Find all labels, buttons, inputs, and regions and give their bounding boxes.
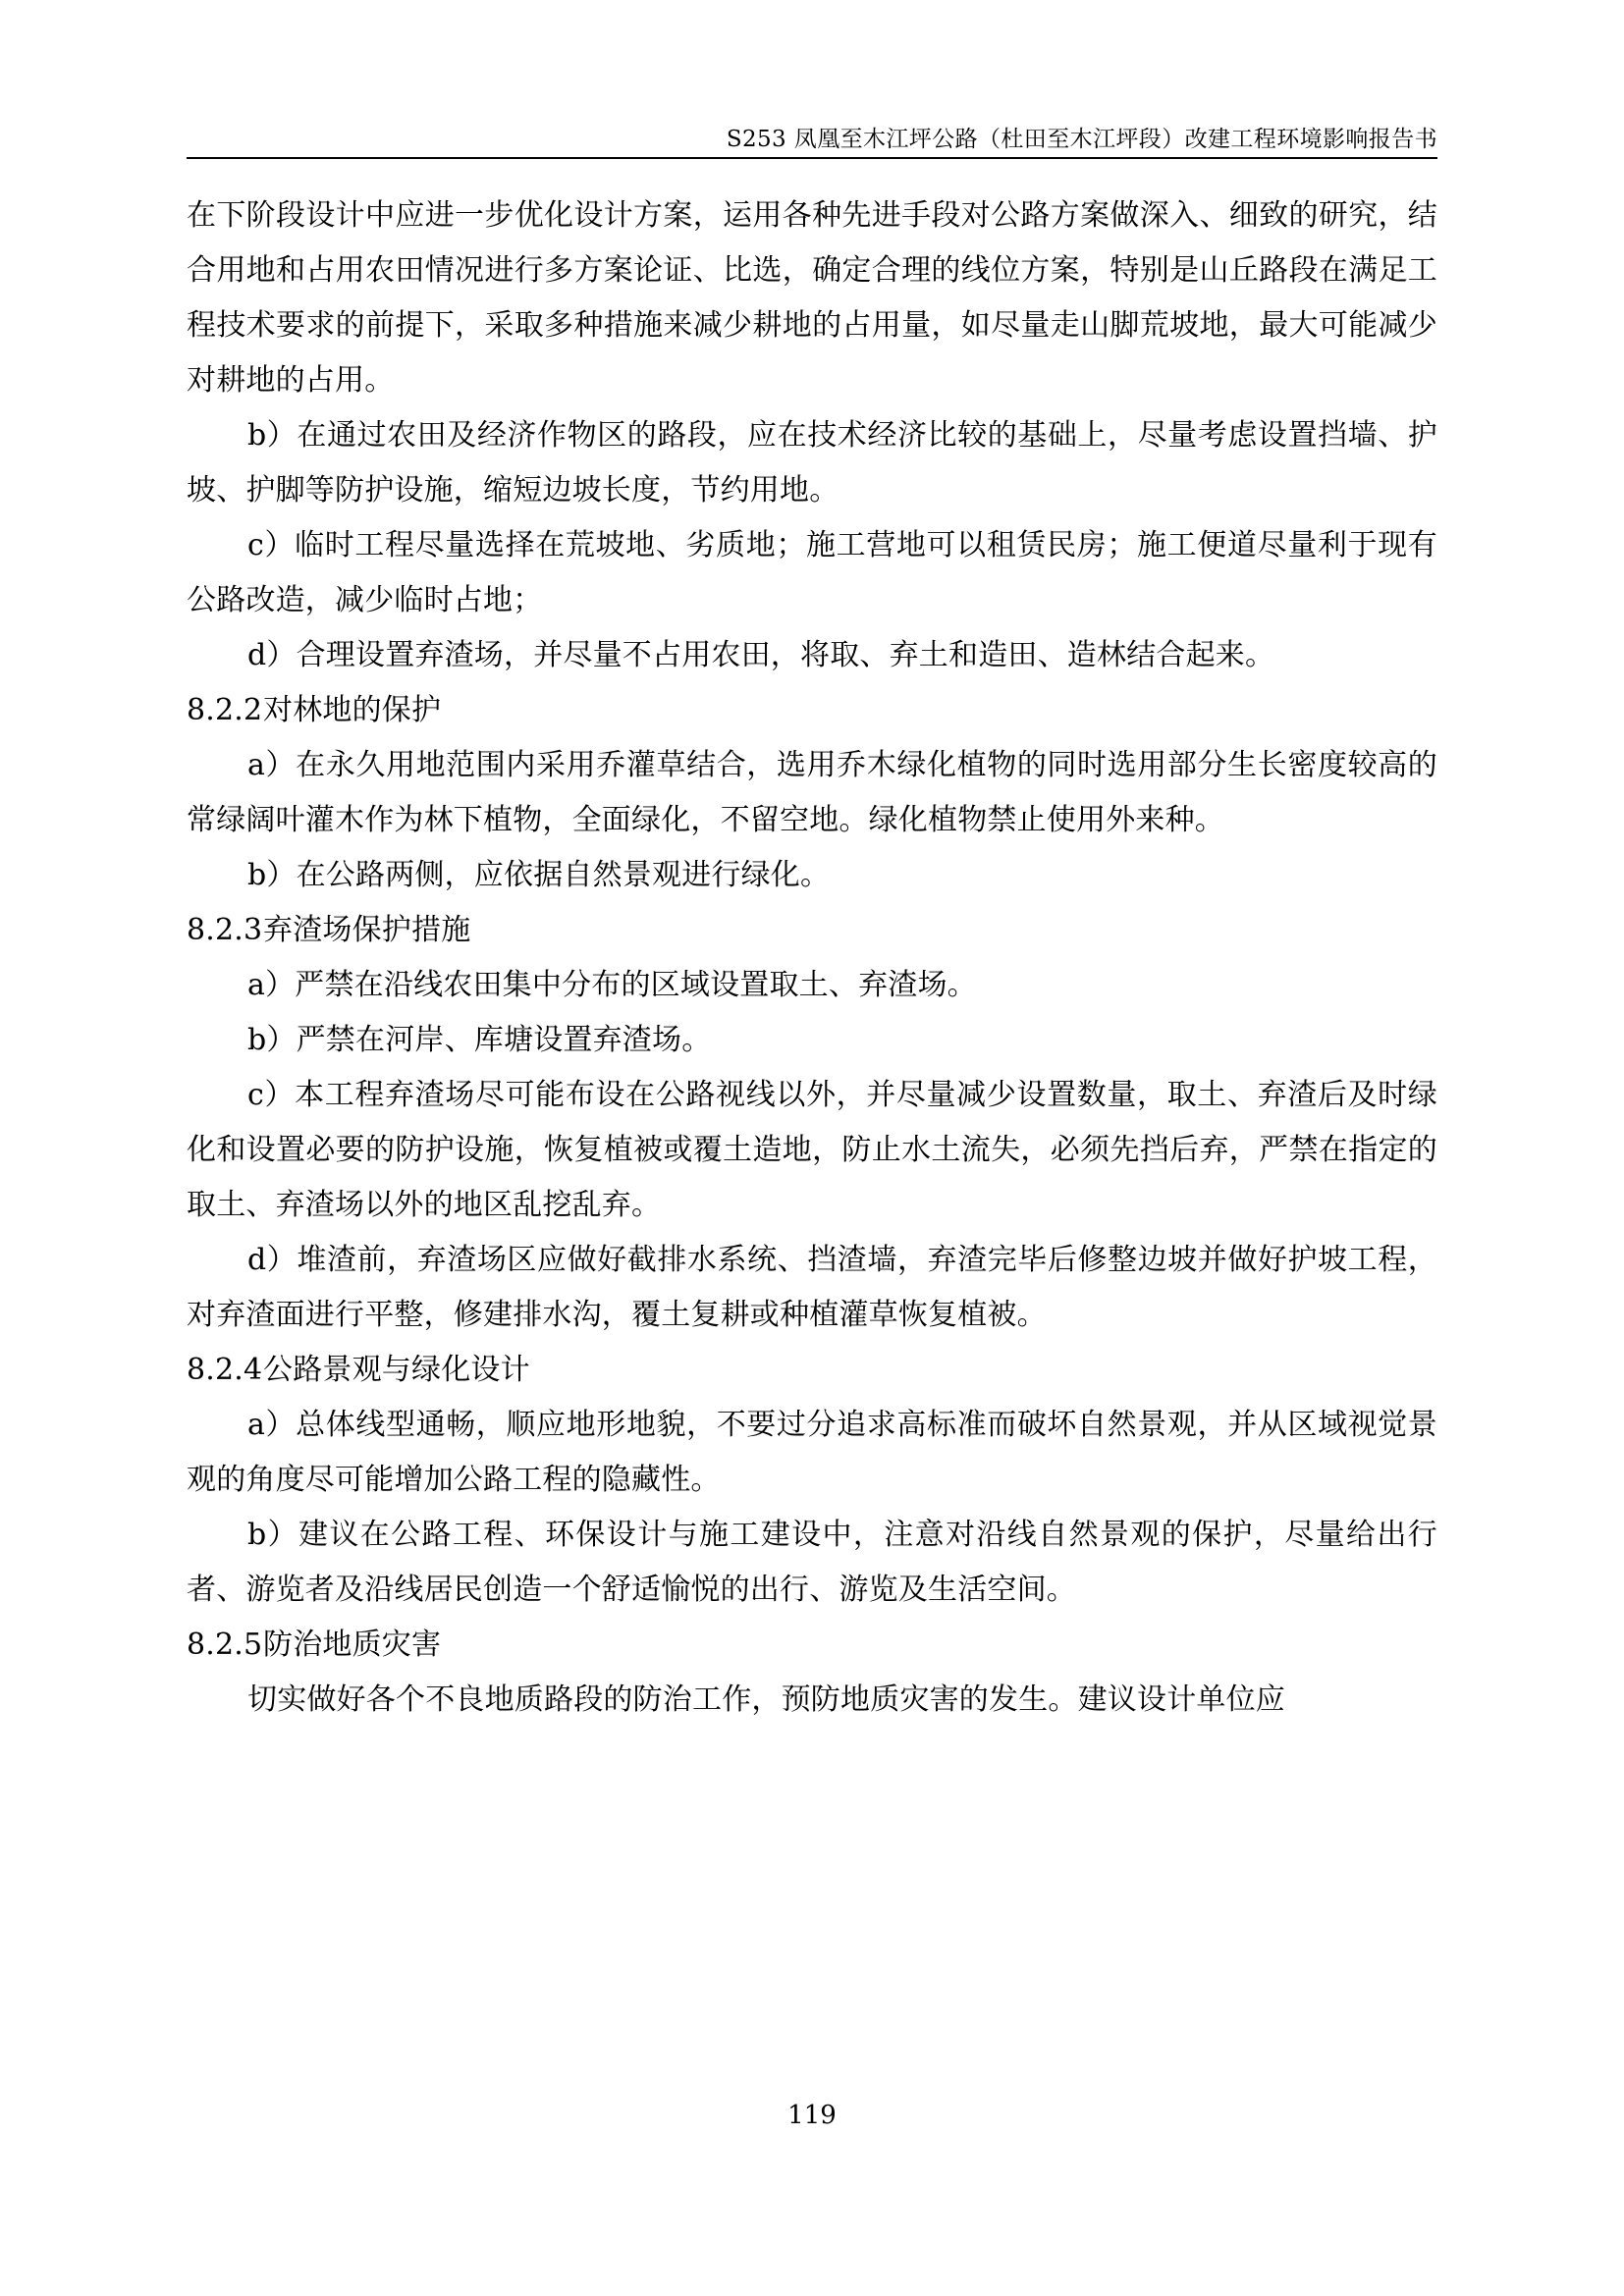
body-paragraph: c）本工程弃渣场尽可能布设在公路视线以外，并尽量减少设置数量，取土、弃渣后及时绿化和设置必要的防护设施，恢复植被或覆土造地，防止水土流失，必须先挡后弃，严禁在指定的取土、弃渣场以外的地区乱挖乱弃。 <box>187 1078 1437 1222</box>
section-title: 公路景观与绿化设计 <box>263 1353 530 1387</box>
header-divider <box>187 157 1437 159</box>
section-title: 对林地的保护 <box>263 693 442 727</box>
section-title: 弃渣场保护措施 <box>263 913 471 947</box>
section-number: 8.2.2 <box>187 693 263 727</box>
section-number: 8.2.5 <box>187 1628 263 1662</box>
body-paragraph: 在下阶段设计中应进一步优化设计方案，运用各种先进手段对公路方案做深入、细致的研究，结合用地和占用农田情况进行多方案论证、比选，确定合理的线位方案，特别是山丘路段在满足工程技术要求的前提下，采取多种措施来减少耕地的占用量，如尽量走山脚荒坡地，最大可能减少对耕地的占用。 <box>187 198 1437 398</box>
body-paragraph: b）在公路两侧，应依据自然景观进行绿化。 <box>247 858 831 892</box>
body-paragraph: 切实做好各个不良地质路段的防治工作，预防地质灾害的发生。建议设计单位应 <box>247 1682 1285 1717</box>
section-title: 防治地质灾害 <box>263 1628 442 1662</box>
section-heading <box>187 1343 1437 1398</box>
page-number: 119 <box>787 2101 837 2130</box>
page-header-title: S253 凤凰至木江坪公路（杜田至木江坪段）改建工程环境影响报告书 <box>726 127 1437 152</box>
body-paragraph: a）严禁在沿线农田集中分布的区域设置取土、弃渣场。 <box>247 968 977 1002</box>
section-heading <box>187 903 1437 958</box>
section-heading <box>187 683 1437 738</box>
body-paragraph: a）在永久用地范围内采用乔灌草结合，选用乔木绿化植物的同时选用部分生长密度较高的常绿阔叶灌木作为林下植物，全面绿化，不留空地。绿化植物禁止使用外来种。 <box>187 748 1437 837</box>
body-paragraph: b）在通过农田及经济作物区的路段，应在技术经济比较的基础上，尽量考虑设置挡墙、护坡、护脚等防护设施，缩短边坡长度，节约用地。 <box>187 418 1437 507</box>
body-paragraph: d）堆渣前，弃渣场区应做好截排水系统、挡渣墙，弃渣完毕后修整边坡并做好护坡工程，对弃渣面进行平整，修建排水沟，覆土复耕或种植灌草恢复植被。 <box>187 1243 1437 1332</box>
section-number: 8.2.4 <box>187 1353 263 1387</box>
section-heading <box>187 1618 1437 1673</box>
document-body <box>187 188 1437 1728</box>
body-paragraph: b）建议在公路工程、环保设计与施工建设中，注意对沿线自然景观的保护，尽量给出行者、游览者及沿线居民创造一个舒适愉悦的出行、游览及生活空间。 <box>187 1518 1437 1607</box>
body-paragraph: d）合理设置弃渣场，并尽量不占用农田，将取、弃土和造田、造林结合起来。 <box>247 638 1275 672</box>
body-paragraph: c）临时工程尽量选择在荒坡地、劣质地；施工营地可以租赁民房；施工便道尽量利于现有公路改造，减少临时占地； <box>187 528 1437 617</box>
body-paragraph: a）总体线型通畅，顺应地形地貌，不要过分追求高标准而破坏自然景观，并从区域视觉景观的角度尽可能增加公路工程的隐藏性。 <box>187 1408 1437 1497</box>
body-paragraph: b）严禁在河岸、库塘设置弃渣场。 <box>247 1023 712 1057</box>
section-number: 8.2.3 <box>187 913 263 947</box>
